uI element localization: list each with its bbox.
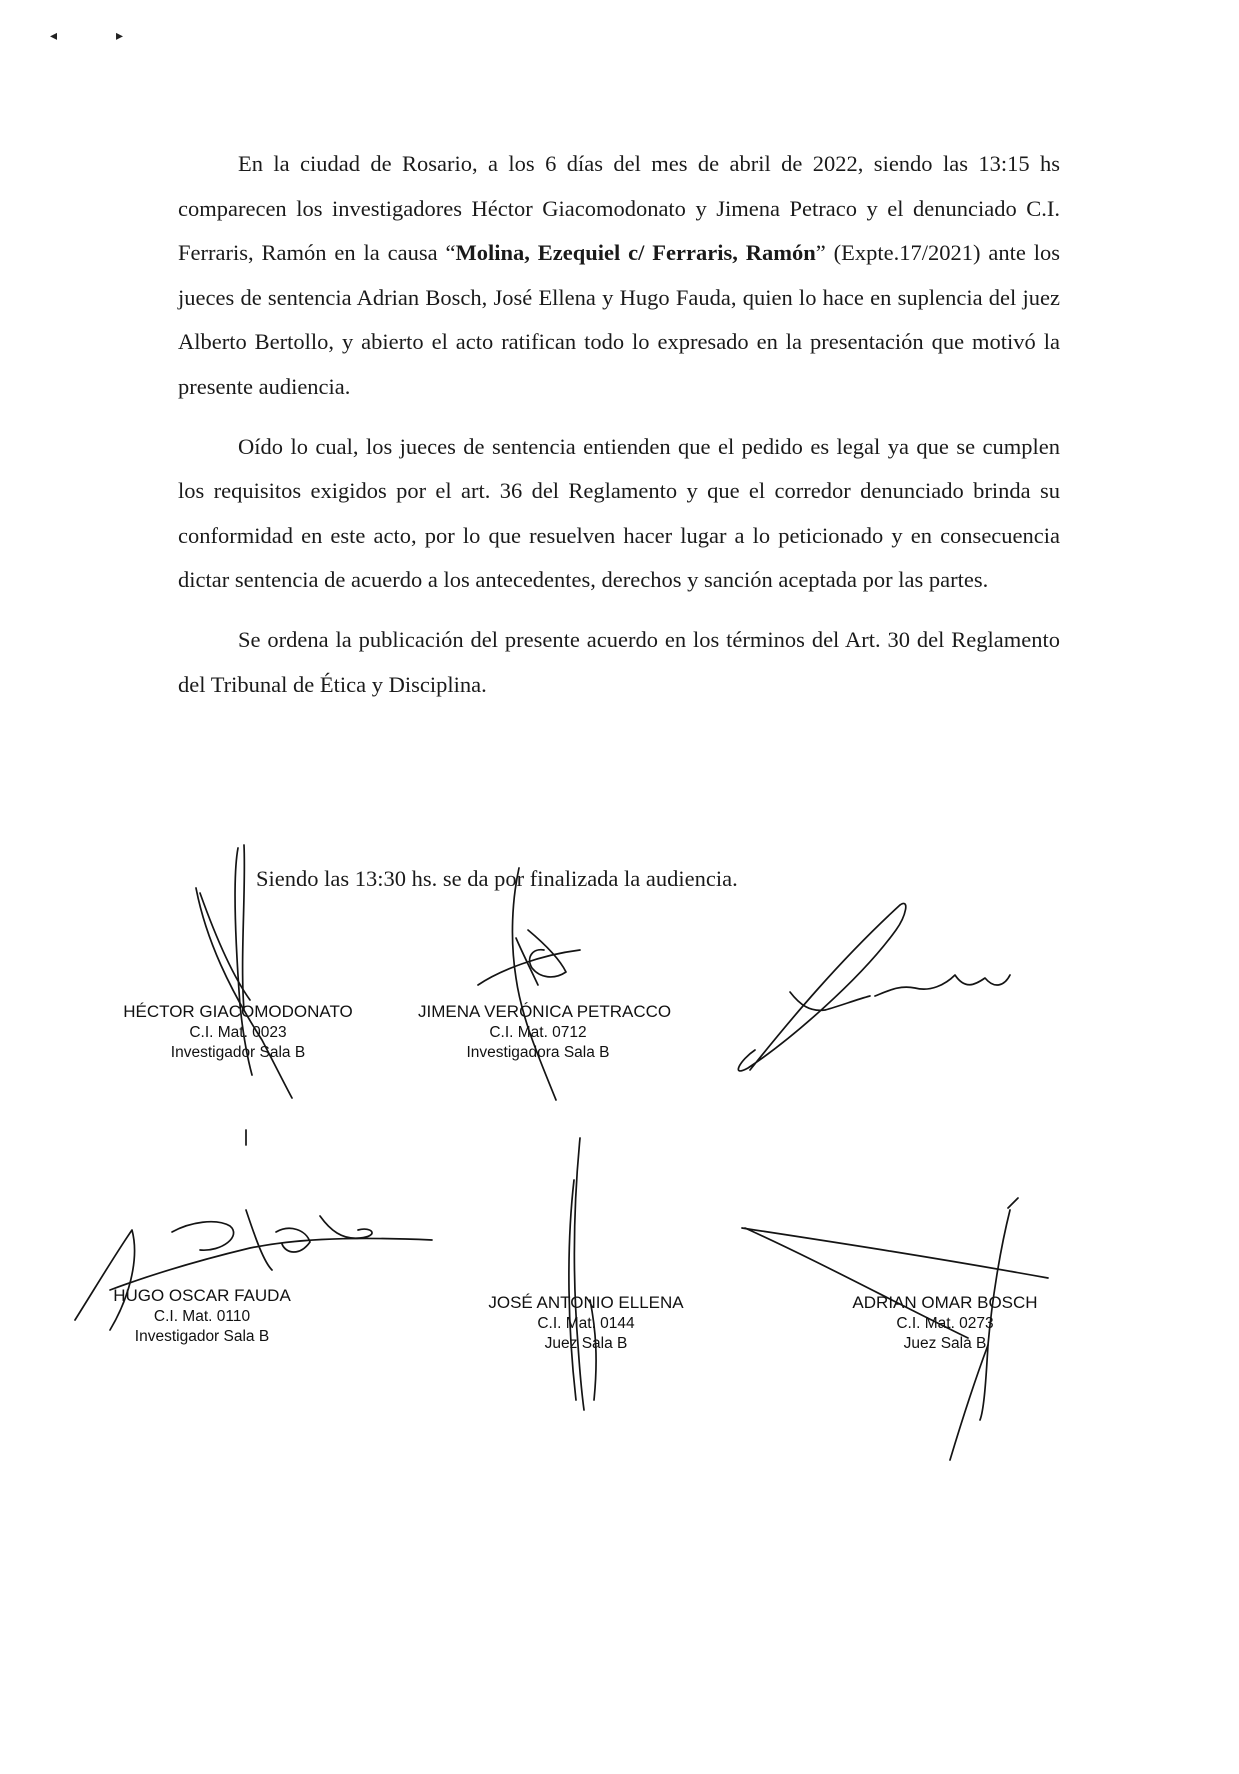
document-body (178, 142, 1060, 722)
closing-line: Siendo las 13:30 hs. se da por finalizada la audiencia. (256, 866, 738, 891)
case-title: Molina, Ezequiel c/ Ferraris, Ramón (455, 240, 816, 266)
paragraph-2: Oído lo cual, los jueces de sentencia entienden que el pedido es legal ya que se cumplen los requisitos exigidos por el art. 36 del Reglamento y que el corredor denunciado brinda su conformidad en este acto, por lo que resuelven hacer lugar a lo peticionado y en consecuencia dictar sentencia de acuerdo a los antecedentes, derechos y sanción aceptada por las partes. (178, 433, 1060, 593)
signature-block-bosch: ADRIAN OMAR BOSCH C.I. Mat. 0273 Juez Sala B (852, 1293, 1038, 1352)
signature-ellena (569, 1138, 596, 1410)
paragraph-1: En la ciudad de Rosario, a los 6 días del mes de abril de 2022, siendo las 13:15 hs comparecen los investigadores Héctor Giacomodonato y Jimena Petraco y el denunciado C.I. Ferraris, Ramón en la causa “Molina, Ezequiel c/ Ferraris, Ramón” (Expte.17/2021) ante los jueces de sentencia Adrian Bosch, José Ellena y Hugo Fauda, quien lo hace en suplencia del juez Alberto Bertollo, y abierto el acto ratifican todo lo expresado en la presentación que motivó la presente audiencia. (178, 151, 1060, 399)
signature-block-ellena: JOSÉ ANTONIO ELLENA C.I. Mat. 0144 Juez Sala B (488, 1293, 684, 1352)
signature-petracco (478, 868, 580, 1100)
signature-block-fauda: HUGO OSCAR FAUDA C.I. Mat. 0110 Investigador Sala B (113, 1286, 291, 1345)
paragraph-3: Se ordena la publicación del presente acuerdo en los términos del Art. 30 del Reglamento del Tribunal de Ética y Disciplina. (178, 626, 1060, 697)
signature-ferraris (738, 903, 1010, 1070)
scan-mark-right: ▸ (116, 29, 124, 44)
scan-mark-left: ◂ (50, 29, 58, 44)
signature-block-petracco: JIMENA VERÓNICA PETRACCO C.I. Mat. 0712 Investigadora Sala B (418, 1002, 672, 1061)
signature-block-giacomodonato: HÉCTOR GIACOMODONATO C.I. Mat. 0023 Investigador Sala B (123, 1002, 353, 1061)
